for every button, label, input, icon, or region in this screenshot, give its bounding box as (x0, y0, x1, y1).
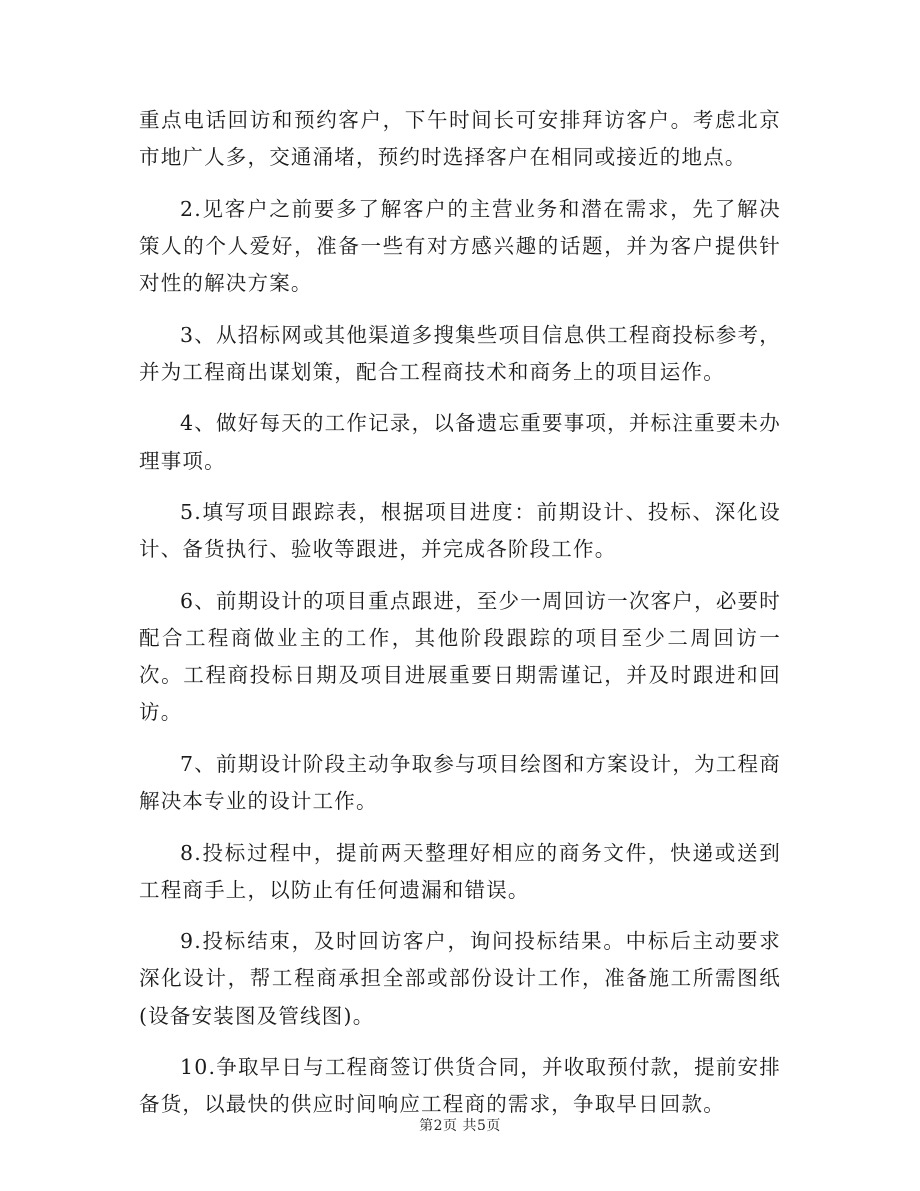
paragraph-item-2: 2.见客户之前要多了解客户的主营业务和潜在需求，先了解决策人的个人爱好，准备一些有对方感兴趣的话题，并为客户提供针对性的解决方案。 (139, 196, 781, 296)
paragraph-item-10: 10.争取早日与工程商签订供货合同，并收取预付款，提前安排备货，以最快的供应时间响应工程商的需求，争取早日回款。 (139, 1055, 781, 1117)
paragraph-continued: 重点电话回访和预约客户，下午时间长可安排拜访客户。考虑北京市地广人多，交通涌堵，预约时选择客户在相同或接近的地点。 (139, 108, 781, 170)
page-number-footer: 第2页 共5页 (419, 1118, 501, 1134)
paragraph-item-6: 6、前期设计的项目重点跟进，至少一周回访一次客户，必要时配合工程商做业主的工作，其他阶段跟踪的项目至少二周回访一次。工程商投标日期及项目进展重要日期需谨记，并及时跟进和回访。 (139, 588, 781, 725)
document-body (139, 102, 781, 1138)
paragraph-item-8: 8.投标过程中，提前两天整理好相应的商务文件，快递或送到工程商手上，以防止有任何遗漏和错误。 (139, 840, 781, 902)
paragraph-item-3: 3、从招标网或其他渠道多搜集些项目信息供工程商投标参考，并为工程商出谋划策，配合工程商技术和商务上的项目运作。 (139, 322, 781, 384)
paragraph-item-9: 9.投标结束，及时回访客户，询问投标结果。中标后主动要求深化设计，帮工程商承担全部或部份设计工作，准备施工所需图纸(设备安装图及管线图)。 (139, 929, 781, 1028)
paragraph-item-7: 7、前期设计阶段主动争取参与项目绘图和方案设计，为工程商解决本专业的设计工作。 (139, 751, 781, 814)
paragraph-item-5: 5.填写项目跟踪表，根据项目进度：前期设计、投标、深化设计、备货执行、验收等跟进，并完成各阶段工作。 (139, 500, 781, 562)
paragraph-item-4: 4、做好每天的工作记录，以备遗忘重要事项，并标注重要未办理事项。 (139, 411, 781, 473)
